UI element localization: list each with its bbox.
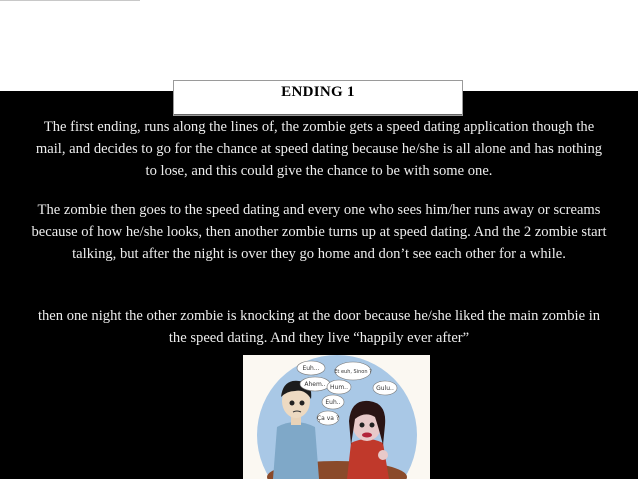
bubble-text: Euh... — [302, 365, 320, 372]
slide-header-band — [0, 0, 638, 91]
paragraph-1: The first ending, runs along the lines of, the zombie gets a speed dating application though the mail, and decides to go for the chance at speed dating because he/she is all alone and has nothing to lose, and this could give the chance to be with some one. — [35, 119, 603, 179]
bubble-text: Et euh, Sinon ? — [334, 369, 372, 375]
slide-title: ENDING 1 — [281, 84, 355, 100]
bubble-text: Ça va ? — [316, 415, 340, 422]
header-edge-line — [0, 0, 140, 1]
bubble-text: Ahem.. — [304, 381, 326, 388]
paragraph-3: then one night the other zombie is knocking at the door because he/she liked the main zombie in the speed dating. And they live “happily ever after” — [37, 308, 601, 346]
paragraph-2: The zombie then goes to the speed dating and every one who sees him/her runs away or screams because of how he/she looks, then another zombie turns up at speed dating. And the 2 zombie start talking, but after the night is over they go home and don’t see each other for a while. — [31, 202, 607, 262]
bubble-text: Hum.. — [330, 384, 348, 391]
bubble-text: Euh.. — [325, 399, 341, 406]
bubble-text: Gulu.. — [376, 385, 394, 392]
speed-dating-cartoon-image — [243, 355, 430, 479]
